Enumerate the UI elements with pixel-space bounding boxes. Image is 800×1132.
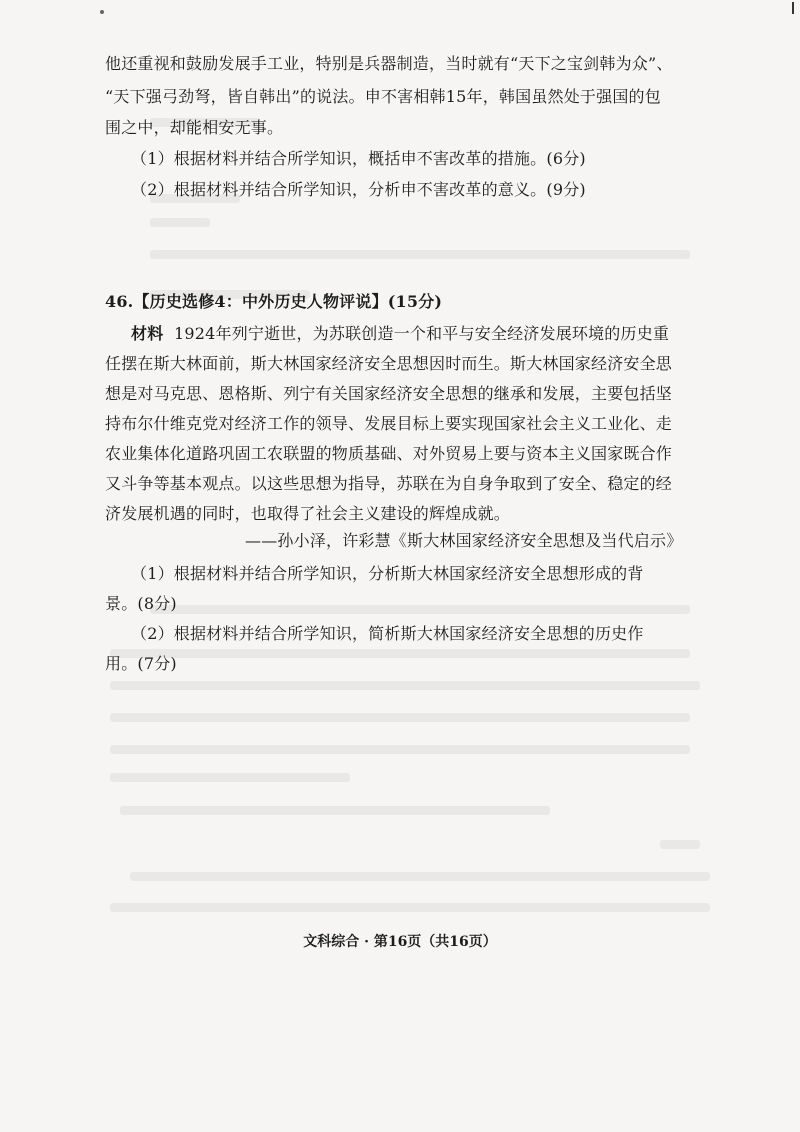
bleed-through — [120, 806, 550, 815]
material-line: 想是对马克思、恩格斯、列宁有关国家经济安全思想的继承和发展，主要包括坚 — [105, 384, 673, 403]
bleed-through — [110, 681, 700, 690]
sub-question: （2）根据材料并结合所学知识，简析斯大林国家经济安全思想的历史作 — [131, 624, 644, 643]
material-paragraph-start — [131, 323, 731, 345]
bleed-through — [110, 745, 690, 754]
material-line: 济发展机遇的同时，也取得了社会主义建设的辉煌成就。 — [105, 504, 511, 523]
bleed-through — [150, 218, 210, 227]
bleed-through — [130, 872, 710, 881]
page-footer: 文科综合 · 第16页（共16页） — [303, 934, 497, 950]
sub-question: （1）根据材料并结合所学知识，分析斯大林国家经济安全思想形成的背 — [131, 564, 644, 583]
scan-dot — [100, 10, 104, 14]
scan-edge-mark — [792, 2, 794, 14]
bleed-through — [150, 250, 690, 259]
material-line: 围之中，却能相安无事。 — [105, 118, 284, 137]
material-line: “天下强弓劲弩，皆自韩出”的说法。申不害相韩15年，韩国虽然处于强国的包 — [105, 87, 661, 106]
material-line: 农业集体化道路巩固工农联盟的物质基础、对外贸易上要与资本主义国家既合作 — [105, 444, 673, 463]
bleed-through — [110, 903, 710, 912]
bleed-through — [110, 713, 690, 722]
sub-question-cont: 用。(7分) — [105, 654, 177, 673]
question-heading: 46.【历史选修4：中外历史人物评说】(15分) — [105, 292, 443, 311]
source-citation: ——孙小泽，许彩慧《斯大林国家经济安全思想及当代启示》 — [245, 531, 683, 550]
material-line: 他还重视和鼓励发展手工业，特别是兵器制造，当时就有“天下之宝剑韩为众”、 — [105, 54, 673, 73]
sub-question: （1）根据材料并结合所学知识，概括申不害改革的措施。(6分) — [131, 149, 586, 168]
sub-question: （2）根据材料并结合所学知识，分析申不害改革的意义。(9分) — [131, 180, 586, 199]
bleed-through — [660, 840, 700, 849]
material-line: 任摆在斯大林面前，斯大林国家经济安全思想因时而生。斯大林国家经济安全思 — [105, 354, 673, 373]
material-line: 持布尔什维克党对经济工作的领导、发展目标上要实现国家社会主义工业化、走 — [105, 414, 673, 433]
material-label: 材料 — [131, 324, 164, 343]
material-line: 又斗争等基本观点。以这些思想为指导，苏联在为自身争取到了安全、稳定的经 — [105, 474, 673, 493]
bleed-through — [110, 773, 350, 782]
sub-question-cont: 景。(8分) — [105, 594, 177, 613]
material-text: 1924年列宁逝世，为苏联创造一个和平与安全经济发展环境的历史重 — [173, 324, 670, 343]
